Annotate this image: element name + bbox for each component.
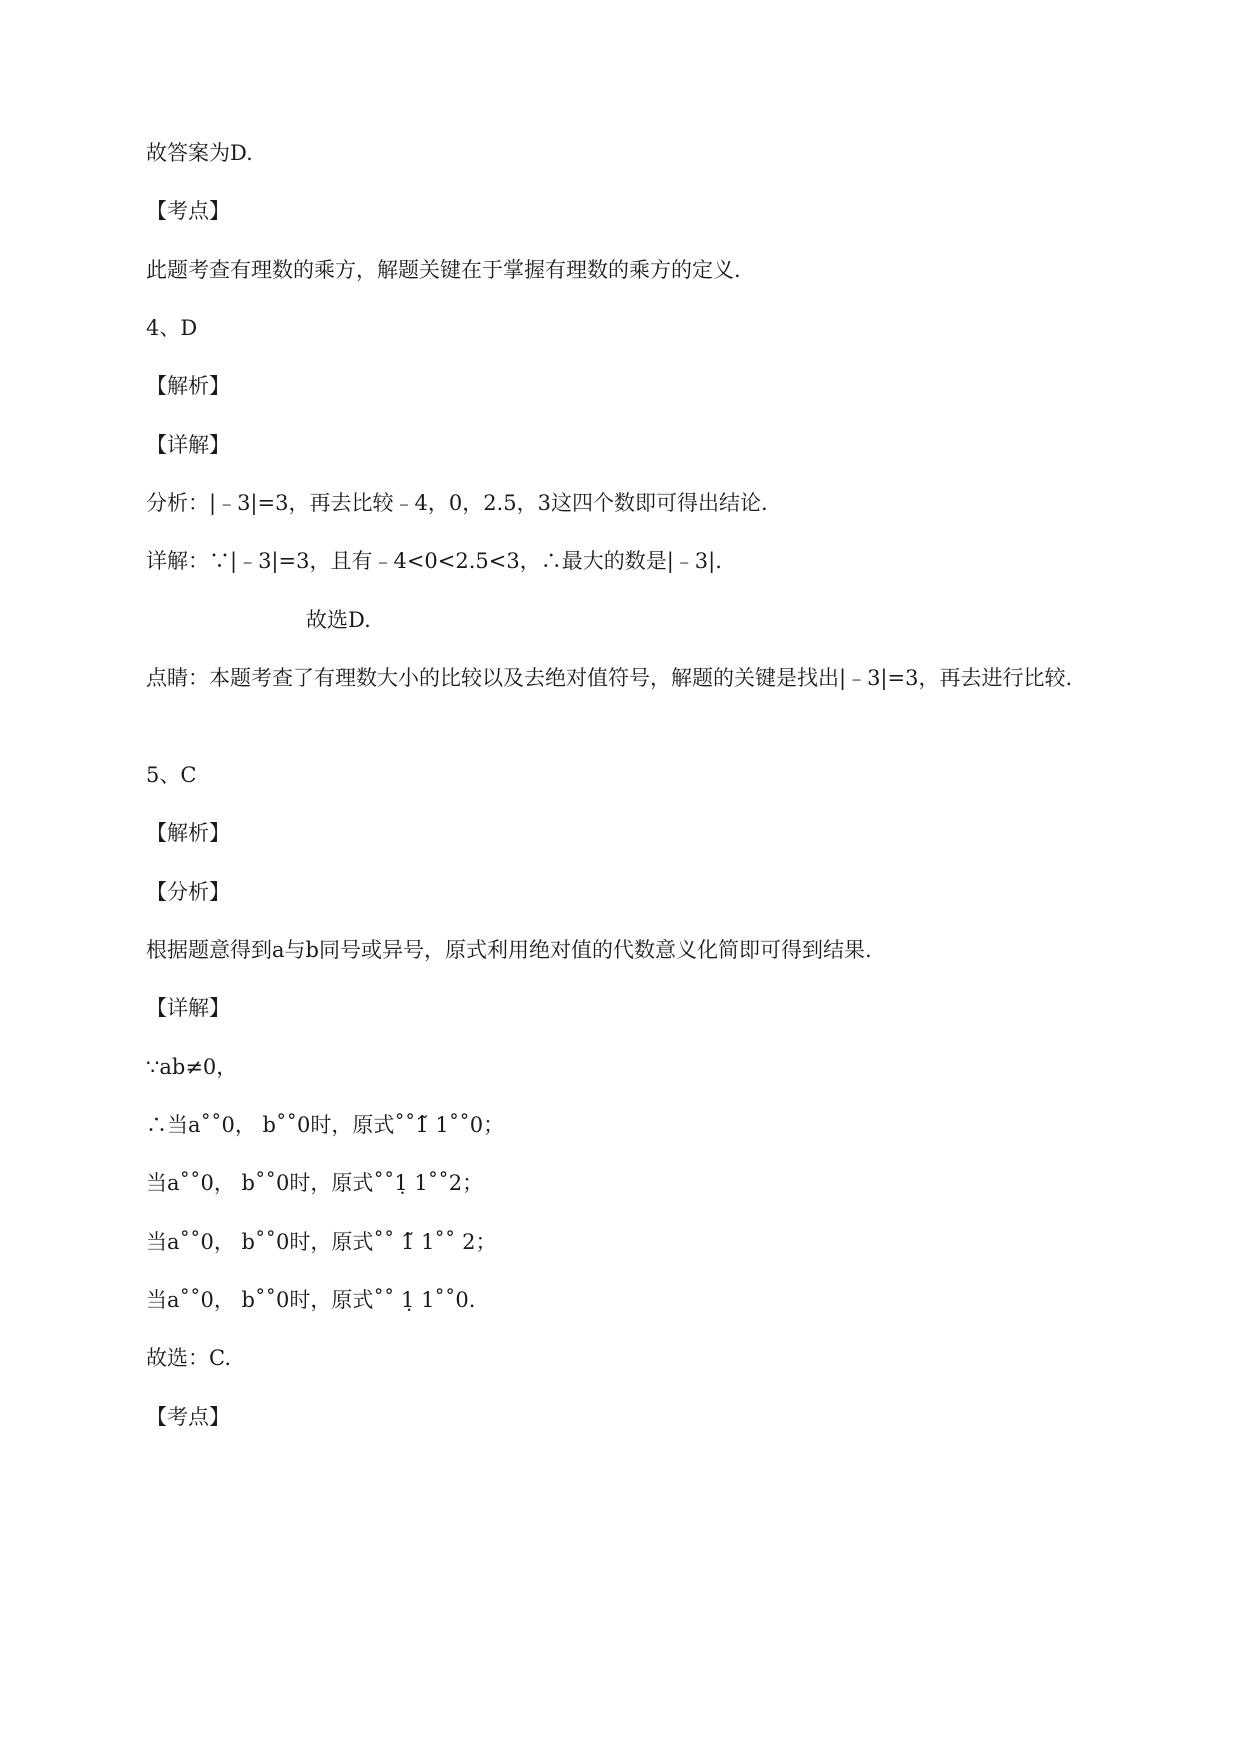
choice-text: 故选D. (306, 608, 371, 632)
final-choice: 故选：C. (146, 1346, 231, 1370)
case-line-3: 当a˚˚0， b˚˚0时，原式˚˚ 1̃ 1˚˚ 2； (146, 1230, 497, 1254)
answer-line: 故答案为D. (146, 141, 253, 165)
detail-text: 详解：∵|﹣3|=3，且有﹣4<0<2.5<3，∴最大的数是|﹣3|. (146, 549, 722, 573)
section-heading-jiexi: 【解析】 (146, 374, 230, 398)
kaodian-text: 此题考查有理数的乘方，解题关键在于掌握有理数的乘方的定义. (146, 258, 741, 282)
question-number-5: 5、C (146, 763, 197, 787)
section-heading-jiexi-2: 【解析】 (146, 821, 230, 845)
section-heading-xiangjie: 【详解】 (146, 433, 230, 457)
section-heading-xiangjie-2: 【详解】 (146, 996, 230, 1020)
condition-line: ∵ab≠0， (146, 1055, 238, 1079)
case-line-4: 当a˚˚0， b˚˚0时，原式˚˚ 1̣ 1˚˚0. (146, 1288, 476, 1312)
section-heading-kaodian-2: 【考点】 (146, 1405, 230, 1429)
case-line-2: 当a˚˚0， b˚˚0时，原式˚˚1̣ 1˚˚2； (146, 1171, 484, 1195)
question-number-4: 4、D (146, 316, 198, 340)
commentary-text: 点睛：本题考查了有理数大小的比较以及去绝对值符号，解题的关键是找出|﹣3|=3，再去进行比较. (146, 666, 1073, 690)
case-line-1: ∴当a˚˚0， b˚˚0时，原式˚˚1̃ 1˚˚0； (146, 1113, 505, 1137)
analysis-text: 分析：|﹣3|=3，再去比较﹣4，0，2.5，3这四个数即可得出结论. (146, 491, 768, 515)
section-heading-fenxi: 【分析】 (146, 880, 230, 904)
section-heading-kaodian: 【考点】 (146, 199, 230, 223)
fenxi-text: 根据题意得到a与b同号或异号，原式利用绝对值的代数意义化简即可得到结果. (146, 938, 872, 962)
